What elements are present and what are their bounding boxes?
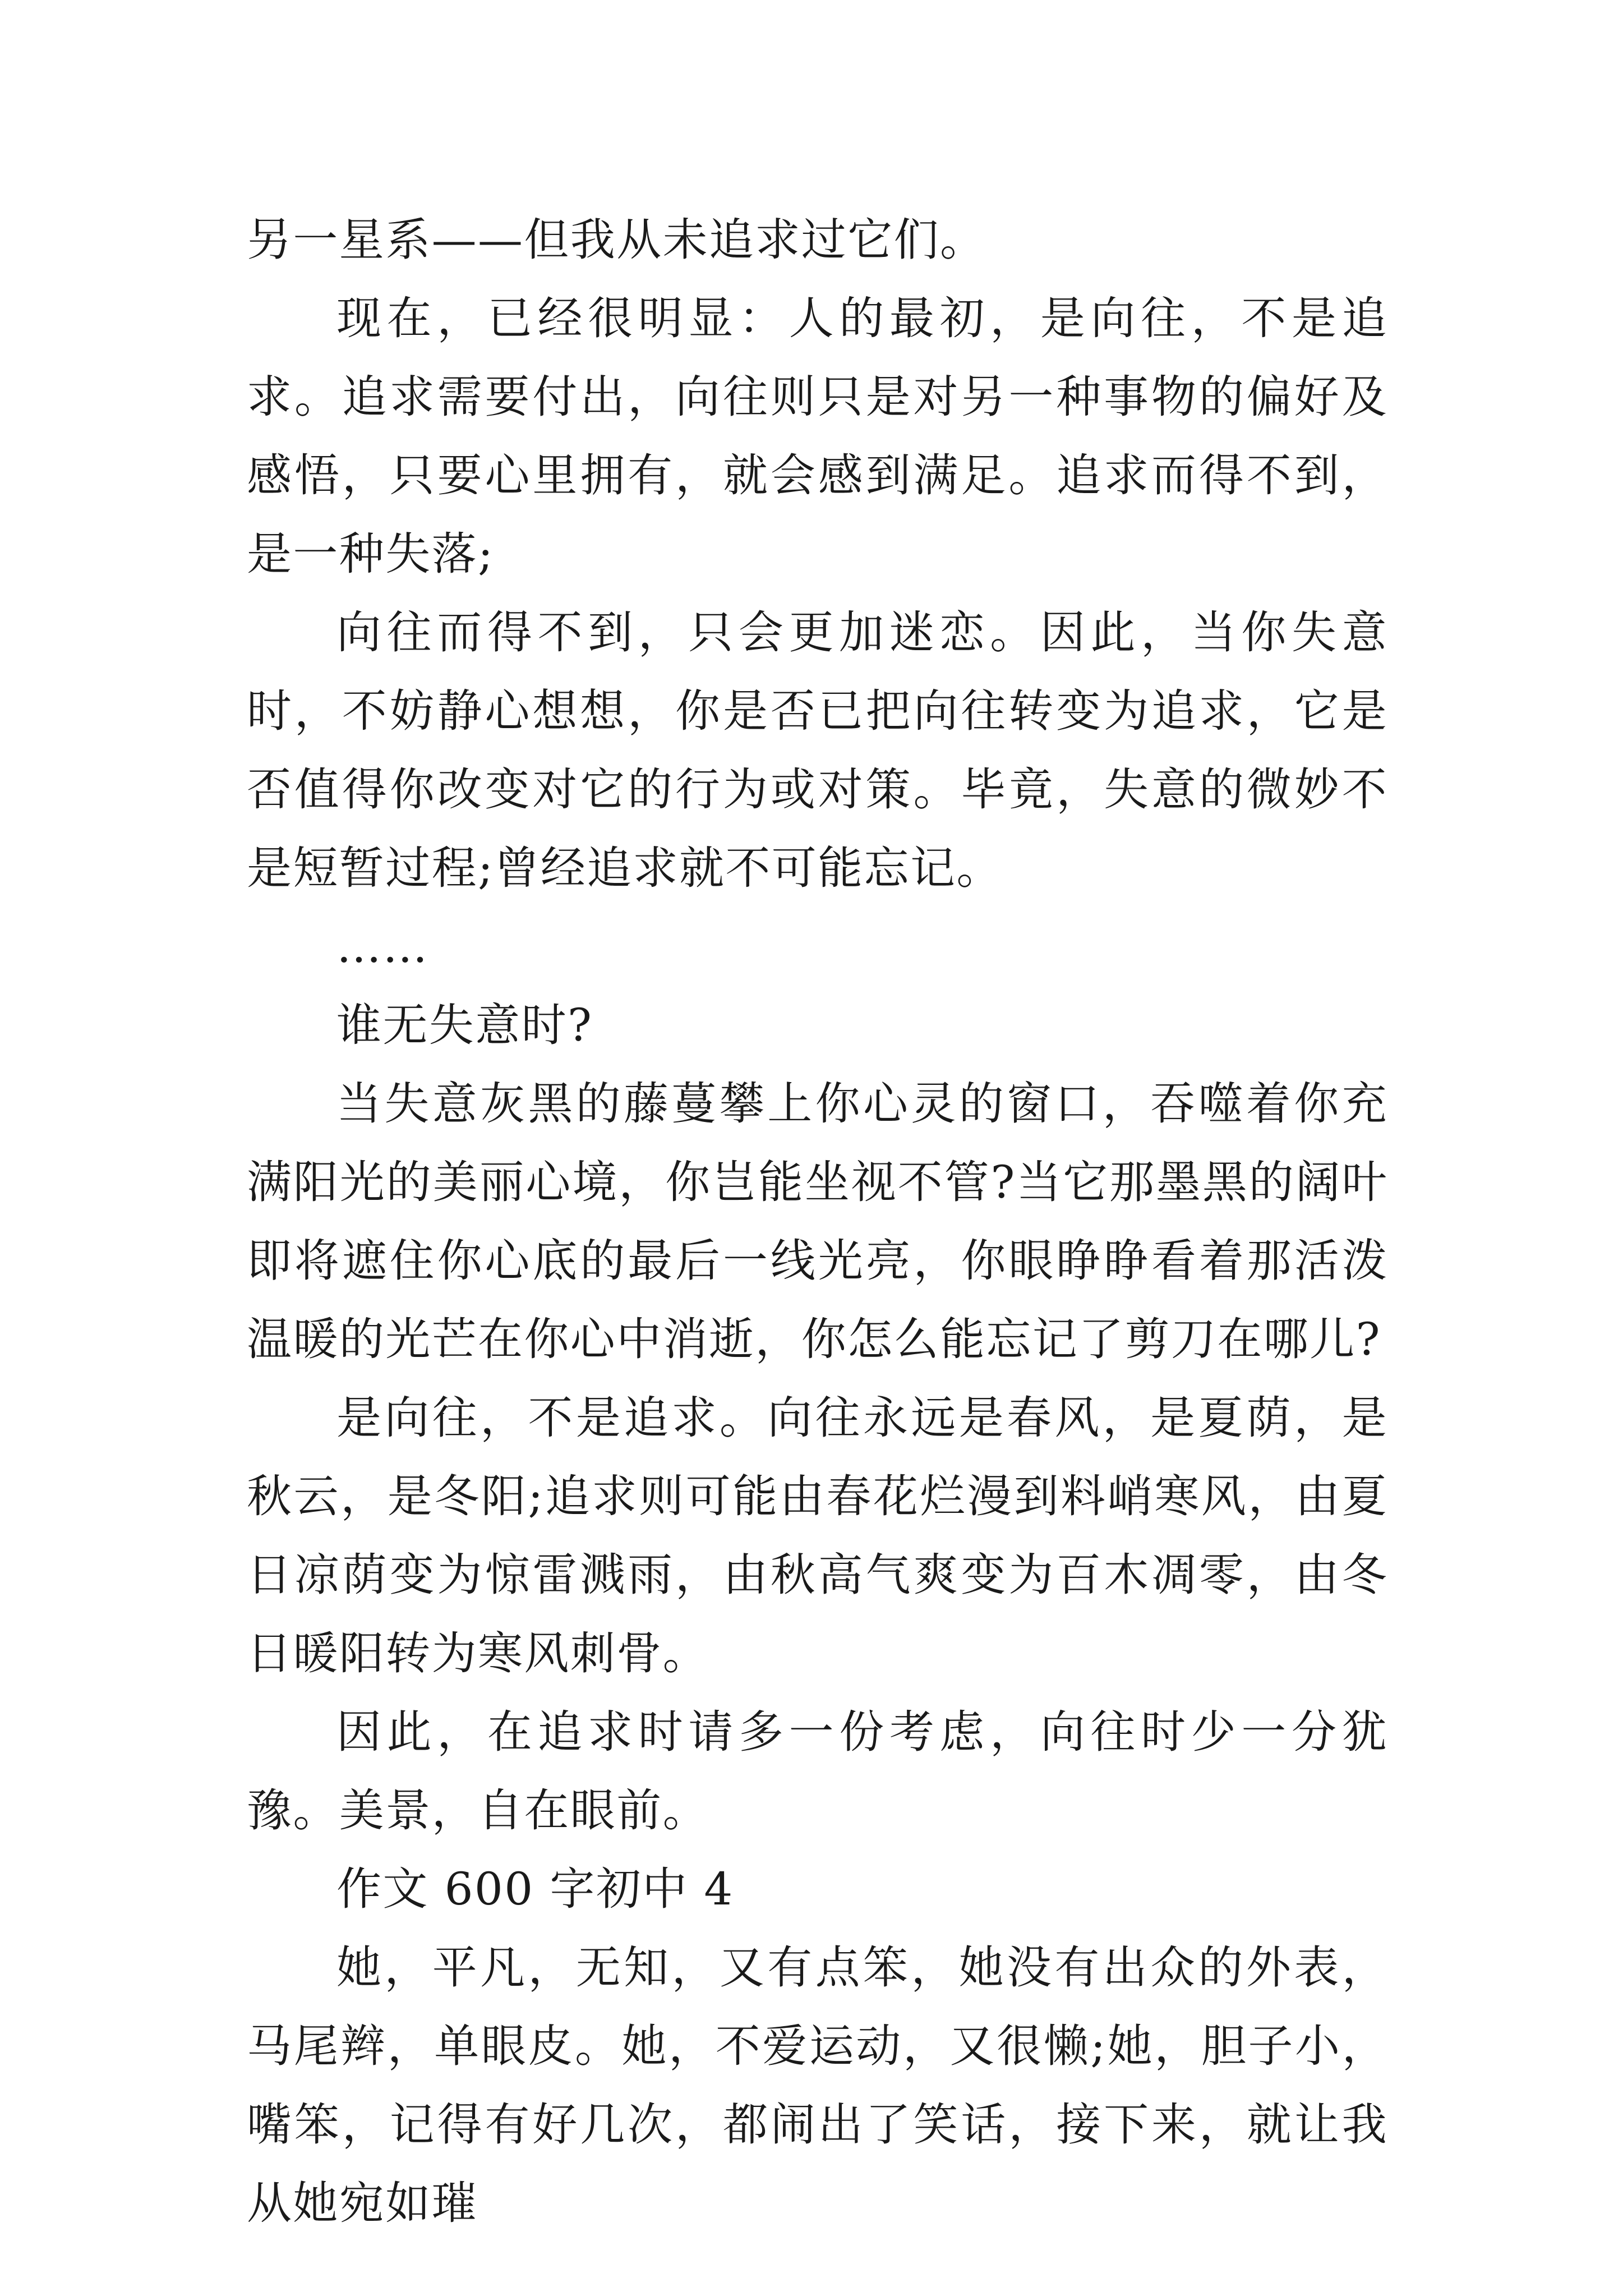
paragraph: 当失意灰黑的藤蔓攀上你心灵的窗口，吞噬着你充满阳光的美丽心境，你岂能坐视不管?当它那墨黑的阔叶即将遮住你心底的最后一线光亮，你眼睁睁看着那活泼温暖的光芒在你心中消逝，你怎么能忘记了剪刀在哪儿?: [247, 1078, 1388, 1365]
ellipsis-separator: ……: [336, 921, 429, 973]
essay-heading: 作文 600 字初中 4: [336, 1863, 734, 1915]
paragraph: 谁无失意时?: [336, 999, 593, 1051]
document-body: [247, 201, 1388, 2243]
paragraph: 现在，已经很明显：人的最初，是向往，不是追求。追求需要付出，向往则只是对另一种事物的偏好及感悟，只要心里拥有，就会感到满足。追求而得不到，是一种失落;: [247, 292, 1388, 580]
paragraph: 因此，在追求时请多一份考虑，向往时少一分犹豫。美景，自在眼前。: [247, 1706, 1388, 1837]
paragraph: 向往而得不到，只会更加迷恋。因此，当你失意时，不妨静心想想，你是否已把向往转变为追求，它是否值得你改变对它的行为或对策。毕竟，失意的微妙不是短暂过程;曾经追求就不可能忘记。: [247, 606, 1388, 894]
paragraph: 是向往，不是追求。向往永远是春风，是夏荫，是秋云，是冬阳;追求则可能由春花烂漫到料峭寒风，由夏日凉荫变为惊雷溅雨，由秋高气爽变为百木凋零，由冬日暖阳转为寒风刺骨。: [247, 1392, 1388, 1680]
paragraph-continuation: 另一星系——但我从未追求过它们。: [247, 214, 986, 266]
paragraph: 她，平凡，无知，又有点笨，她没有出众的外表，马尾辫，单眼皮。她，不爱运动，又很懒;她，胆子小，嘴笨，记得有好几次，都闹出了笑话，接下来，就让我从她宛如璀: [247, 1941, 1388, 2229]
